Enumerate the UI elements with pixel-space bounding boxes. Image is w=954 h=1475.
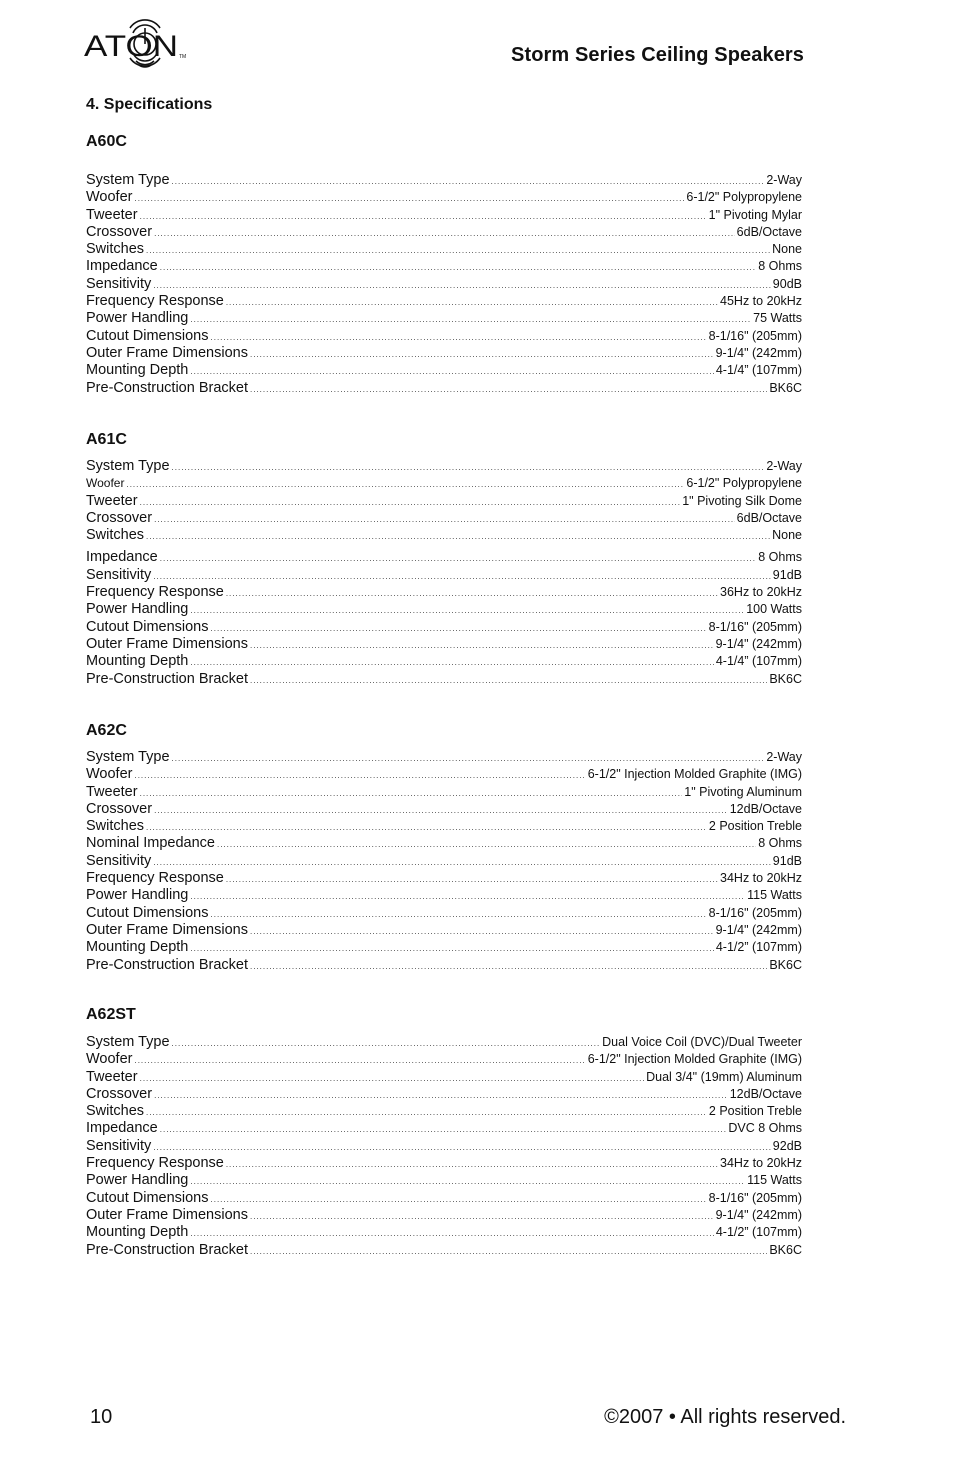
spec-label: Switches bbox=[86, 1103, 145, 1120]
dot-leader bbox=[172, 173, 765, 190]
model-block-a62c bbox=[86, 722, 802, 974]
logo-text: ATON bbox=[84, 30, 178, 63]
spec-label: Cutout Dimensions bbox=[86, 618, 209, 635]
spec-row bbox=[86, 380, 802, 397]
spec-value: 115 Watts bbox=[747, 888, 802, 903]
spec-row bbox=[86, 870, 802, 887]
dot-leader bbox=[211, 906, 707, 923]
copyright-notice: ©2007 • All rights reserved. bbox=[604, 1406, 846, 1428]
dot-leader bbox=[172, 750, 765, 767]
spec-row bbox=[86, 458, 802, 475]
spec-label: System Type bbox=[86, 172, 170, 188]
spec-label: System Type bbox=[86, 1034, 170, 1050]
spec-value: 12dB/Octave bbox=[729, 1086, 802, 1101]
spec-row bbox=[86, 189, 802, 206]
spec-value: Dual 3/4" (19mm) Aluminum bbox=[646, 1069, 802, 1084]
spec-value: None bbox=[772, 528, 802, 543]
dot-leader bbox=[250, 672, 767, 689]
spec-row bbox=[86, 1207, 802, 1224]
spec-value: 6-1/2" Injection Molded Graphite (IMG) bbox=[587, 767, 802, 782]
dot-leader bbox=[134, 1052, 585, 1069]
dot-leader bbox=[146, 528, 770, 545]
dot-leader bbox=[226, 294, 718, 311]
spec-list bbox=[86, 749, 802, 974]
spec-label: Pre-Construction Bracket bbox=[86, 379, 248, 396]
spec-value: 115 Watts bbox=[747, 1173, 802, 1188]
spec-row bbox=[86, 905, 802, 922]
spec-row bbox=[86, 584, 802, 601]
spec-row bbox=[86, 258, 802, 275]
spec-value: Dual Voice Coil (DVC)/Dual Tweeter bbox=[602, 1035, 802, 1049]
dot-leader bbox=[153, 568, 771, 585]
spec-value: 34Hz to 20kHz bbox=[720, 871, 802, 886]
spec-row bbox=[86, 653, 802, 670]
spec-row bbox=[86, 939, 802, 956]
spec-value: 90dB bbox=[772, 276, 802, 291]
spec-value: 8 Ohms bbox=[758, 836, 802, 851]
spec-row bbox=[86, 853, 802, 870]
spec-row bbox=[86, 749, 802, 766]
spec-value: 2-Way bbox=[766, 459, 802, 473]
spec-label: Outer Frame Dimensions bbox=[86, 921, 248, 938]
spec-label: Tweeter bbox=[86, 783, 138, 800]
dot-leader bbox=[153, 854, 771, 871]
model-block-a62st bbox=[86, 1006, 802, 1259]
dot-leader bbox=[250, 381, 767, 398]
spec-label: Woofer bbox=[86, 189, 133, 206]
spec-row bbox=[86, 784, 802, 801]
spec-value: 2 Position Treble bbox=[708, 1104, 802, 1119]
spec-list bbox=[86, 458, 802, 688]
model-block-a61c bbox=[86, 431, 802, 688]
dot-leader bbox=[226, 871, 718, 888]
spec-row bbox=[86, 493, 802, 510]
spec-value: 100 Watts bbox=[746, 602, 802, 617]
spec-label: Mounting Depth bbox=[86, 362, 189, 379]
spec-value: 8 Ohms bbox=[758, 259, 802, 274]
spec-value: 9-1/4" (242mm) bbox=[715, 636, 802, 651]
spec-label: Crossover bbox=[86, 223, 153, 240]
page-number: 10 bbox=[90, 1406, 113, 1428]
spec-label: Crossover bbox=[86, 800, 153, 817]
spec-row bbox=[86, 957, 802, 974]
spec-value: 6-1/2" Polypropylene bbox=[686, 476, 802, 491]
dot-leader bbox=[250, 637, 714, 654]
spec-row bbox=[86, 922, 802, 939]
spec-label: Sensitivity bbox=[86, 275, 152, 292]
spec-row bbox=[86, 567, 802, 584]
spec-value: 4-1/2” (107mm) bbox=[715, 1225, 802, 1240]
spec-label: Switches bbox=[86, 818, 145, 835]
spec-value: 9-1/4" (242mm) bbox=[715, 345, 802, 360]
document-title: Storm Series Ceiling Speakers bbox=[511, 44, 805, 66]
spec-label: Tweeter bbox=[86, 1068, 138, 1085]
spec-value: 91dB bbox=[772, 853, 802, 868]
spec-value: 92dB bbox=[772, 1138, 802, 1153]
spec-label: Woofer bbox=[86, 476, 125, 491]
aton-logo-mark bbox=[84, 14, 196, 74]
dot-leader bbox=[126, 476, 684, 493]
dot-leader bbox=[146, 819, 707, 836]
spec-row bbox=[86, 241, 802, 258]
spec-row bbox=[86, 1155, 802, 1172]
spec-value: 1" Pivoting Mylar bbox=[708, 207, 802, 222]
spec-label: Power Handling bbox=[86, 887, 189, 904]
spec-value: 9-1/4" (242mm) bbox=[715, 922, 802, 937]
dot-leader bbox=[160, 259, 756, 276]
spec-label: Cutout Dimensions bbox=[86, 327, 209, 344]
dot-leader bbox=[250, 923, 714, 940]
spec-label: Frequency Response bbox=[86, 870, 224, 887]
dot-leader bbox=[211, 1191, 707, 1208]
spec-label: Crossover bbox=[86, 509, 153, 526]
dot-leader bbox=[172, 1035, 601, 1052]
spec-row bbox=[86, 224, 802, 241]
spec-row bbox=[86, 527, 802, 544]
spec-row bbox=[86, 172, 802, 189]
spec-row bbox=[86, 1190, 802, 1207]
spec-row bbox=[86, 328, 802, 345]
spec-label: Outer Frame Dimensions bbox=[86, 344, 248, 361]
spec-value: 91dB bbox=[772, 567, 802, 582]
dot-leader bbox=[160, 1121, 727, 1138]
dot-leader bbox=[190, 1225, 713, 1242]
spec-row bbox=[86, 619, 802, 636]
dot-leader bbox=[140, 494, 681, 511]
dot-leader bbox=[226, 1156, 718, 1173]
spec-row bbox=[86, 1086, 802, 1103]
dot-leader bbox=[140, 208, 707, 225]
spec-value: 4-1/2” (107mm) bbox=[715, 940, 802, 955]
spec-row bbox=[86, 1242, 802, 1259]
dot-leader bbox=[140, 1070, 645, 1087]
dot-leader bbox=[190, 940, 713, 957]
dot-leader bbox=[190, 602, 744, 619]
spec-label: Impedance bbox=[86, 549, 158, 566]
spec-value: 1" Pivoting Aluminum bbox=[684, 784, 802, 799]
spec-label: Mounting Depth bbox=[86, 1224, 189, 1241]
spec-value: 8-1/16" (205mm) bbox=[708, 905, 802, 920]
dot-leader bbox=[226, 585, 718, 602]
dot-leader bbox=[134, 767, 585, 784]
dot-leader bbox=[154, 511, 735, 528]
model-name: A61C bbox=[86, 431, 127, 448]
dot-leader bbox=[153, 277, 771, 294]
spec-list bbox=[86, 172, 802, 397]
spec-value: 1" Pivoting Silk Dome bbox=[682, 493, 802, 508]
spec-label: Pre-Construction Bracket bbox=[86, 1241, 248, 1258]
spec-value: 6dB/Octave bbox=[736, 510, 802, 525]
spec-value: 36Hz to 20kHz bbox=[720, 585, 802, 600]
spec-value: BK6C bbox=[769, 671, 802, 686]
spec-value: 9-1/4" (242mm) bbox=[715, 1207, 802, 1222]
dot-leader bbox=[190, 311, 751, 328]
spec-label: Crossover bbox=[86, 1085, 153, 1102]
spec-row bbox=[86, 1051, 802, 1068]
spec-label: Outer Frame Dimensions bbox=[86, 635, 248, 652]
spec-label: Power Handling bbox=[86, 310, 189, 327]
spec-row bbox=[86, 1172, 802, 1189]
spec-row bbox=[86, 1138, 802, 1155]
dot-leader bbox=[154, 225, 735, 242]
dot-leader bbox=[134, 190, 684, 207]
section-heading: 4. Specifications bbox=[86, 96, 213, 113]
spec-value: 12dB/Octave bbox=[729, 801, 802, 816]
dot-leader bbox=[160, 550, 756, 567]
dot-leader bbox=[146, 242, 770, 259]
dot-leader bbox=[211, 329, 707, 346]
spec-label: Nominal Impedance bbox=[86, 835, 215, 852]
dot-leader bbox=[211, 620, 707, 637]
spec-label: System Type bbox=[86, 458, 170, 474]
spec-label: Sensitivity bbox=[86, 566, 152, 583]
spec-label: Frequency Response bbox=[86, 584, 224, 601]
spec-list bbox=[86, 1034, 802, 1259]
spec-label: Mounting Depth bbox=[86, 939, 189, 956]
spec-value: 8-1/16" (205mm) bbox=[708, 1190, 802, 1205]
dot-leader bbox=[154, 802, 728, 819]
model-block-a60c bbox=[86, 133, 802, 397]
spec-label: Impedance bbox=[86, 258, 158, 275]
dot-leader bbox=[190, 654, 713, 671]
spec-label: Switches bbox=[86, 241, 145, 258]
spec-row bbox=[86, 310, 802, 327]
dot-leader bbox=[140, 785, 683, 802]
spec-row bbox=[86, 362, 802, 379]
spec-label: Frequency Response bbox=[86, 293, 224, 310]
spec-value: 6-1/2" Polypropylene bbox=[686, 190, 802, 205]
dot-leader bbox=[190, 363, 713, 380]
spec-row bbox=[86, 766, 802, 783]
spec-row bbox=[86, 1069, 802, 1086]
spec-value: 2 Position Treble bbox=[708, 819, 802, 834]
spec-label: Outer Frame Dimensions bbox=[86, 1206, 248, 1223]
spec-label: Woofer bbox=[86, 766, 133, 783]
spec-label: Switches bbox=[86, 527, 145, 544]
spec-value: 34Hz to 20kHz bbox=[720, 1156, 802, 1171]
spec-label: Sensitivity bbox=[86, 1137, 152, 1154]
spec-label: System Type bbox=[86, 749, 170, 765]
spec-value: 2-Way bbox=[766, 173, 802, 187]
spec-value: 8-1/16" (205mm) bbox=[708, 328, 802, 343]
dot-leader bbox=[190, 888, 745, 905]
spec-label: Frequency Response bbox=[86, 1155, 224, 1172]
spec-label: Pre-Construction Bracket bbox=[86, 956, 248, 973]
dot-leader bbox=[250, 346, 714, 363]
dot-leader bbox=[250, 1243, 767, 1260]
dot-leader bbox=[250, 958, 767, 975]
spec-value: 4-1/4” (107mm) bbox=[715, 654, 802, 669]
spec-label: Impedance bbox=[86, 1120, 158, 1137]
spec-row bbox=[86, 510, 802, 527]
spec-label: Cutout Dimensions bbox=[86, 1189, 209, 1206]
spec-row bbox=[86, 636, 802, 653]
spec-value: 6dB/Octave bbox=[736, 224, 802, 239]
spec-label: Tweeter bbox=[86, 492, 138, 509]
spec-row bbox=[86, 1103, 802, 1120]
model-name: A60C bbox=[86, 133, 127, 150]
spec-row bbox=[86, 549, 802, 566]
spec-row bbox=[86, 293, 802, 310]
spec-label: Pre-Construction Bracket bbox=[86, 670, 248, 687]
spec-row bbox=[86, 345, 802, 362]
spec-label: Tweeter bbox=[86, 206, 138, 223]
dot-leader bbox=[146, 1104, 707, 1121]
spec-row bbox=[86, 475, 802, 492]
dot-leader bbox=[154, 1087, 728, 1104]
spec-row bbox=[86, 887, 802, 904]
spec-row bbox=[86, 835, 802, 852]
spec-row bbox=[86, 1224, 802, 1241]
spec-value: 4-1/4” (107mm) bbox=[715, 363, 802, 378]
spec-label: Cutout Dimensions bbox=[86, 904, 209, 921]
spec-row bbox=[86, 276, 802, 293]
svg-text:TM: TM bbox=[179, 54, 187, 60]
spec-label: Mounting Depth bbox=[86, 653, 189, 670]
spec-label: Woofer bbox=[86, 1051, 133, 1068]
spec-row bbox=[86, 1120, 802, 1137]
spec-value: 6-1/2" Injection Molded Graphite (IMG) bbox=[587, 1052, 802, 1067]
dot-leader bbox=[153, 1139, 771, 1156]
spec-label: Power Handling bbox=[86, 601, 189, 618]
spec-label: Power Handling bbox=[86, 1172, 189, 1189]
spec-value: DVC 8 Ohms bbox=[728, 1121, 802, 1136]
spec-value: 75 Watts bbox=[753, 311, 802, 326]
dot-leader bbox=[217, 836, 756, 853]
aton-logo bbox=[84, 14, 196, 74]
spec-row bbox=[86, 1034, 802, 1051]
spec-value: 8 Ohms bbox=[758, 550, 802, 565]
spec-row bbox=[86, 801, 802, 818]
dot-leader bbox=[250, 1208, 714, 1225]
spec-row bbox=[86, 818, 802, 835]
model-name: A62ST bbox=[86, 1006, 136, 1023]
spec-row bbox=[86, 207, 802, 224]
spec-label: Sensitivity bbox=[86, 852, 152, 869]
spec-value: BK6C bbox=[769, 1242, 802, 1257]
spec-value: BK6C bbox=[769, 957, 802, 972]
spec-value: 45Hz to 20kHz bbox=[720, 294, 802, 309]
model-name: A62C bbox=[86, 722, 127, 739]
dot-leader bbox=[190, 1173, 745, 1190]
spec-row bbox=[86, 601, 802, 618]
spec-row bbox=[86, 671, 802, 688]
spec-value: BK6C bbox=[769, 380, 802, 395]
dot-leader bbox=[172, 459, 765, 476]
spec-value: 2-Way bbox=[766, 750, 802, 764]
spec-value: 8-1/16" (205mm) bbox=[708, 619, 802, 634]
spec-value: None bbox=[772, 242, 802, 257]
